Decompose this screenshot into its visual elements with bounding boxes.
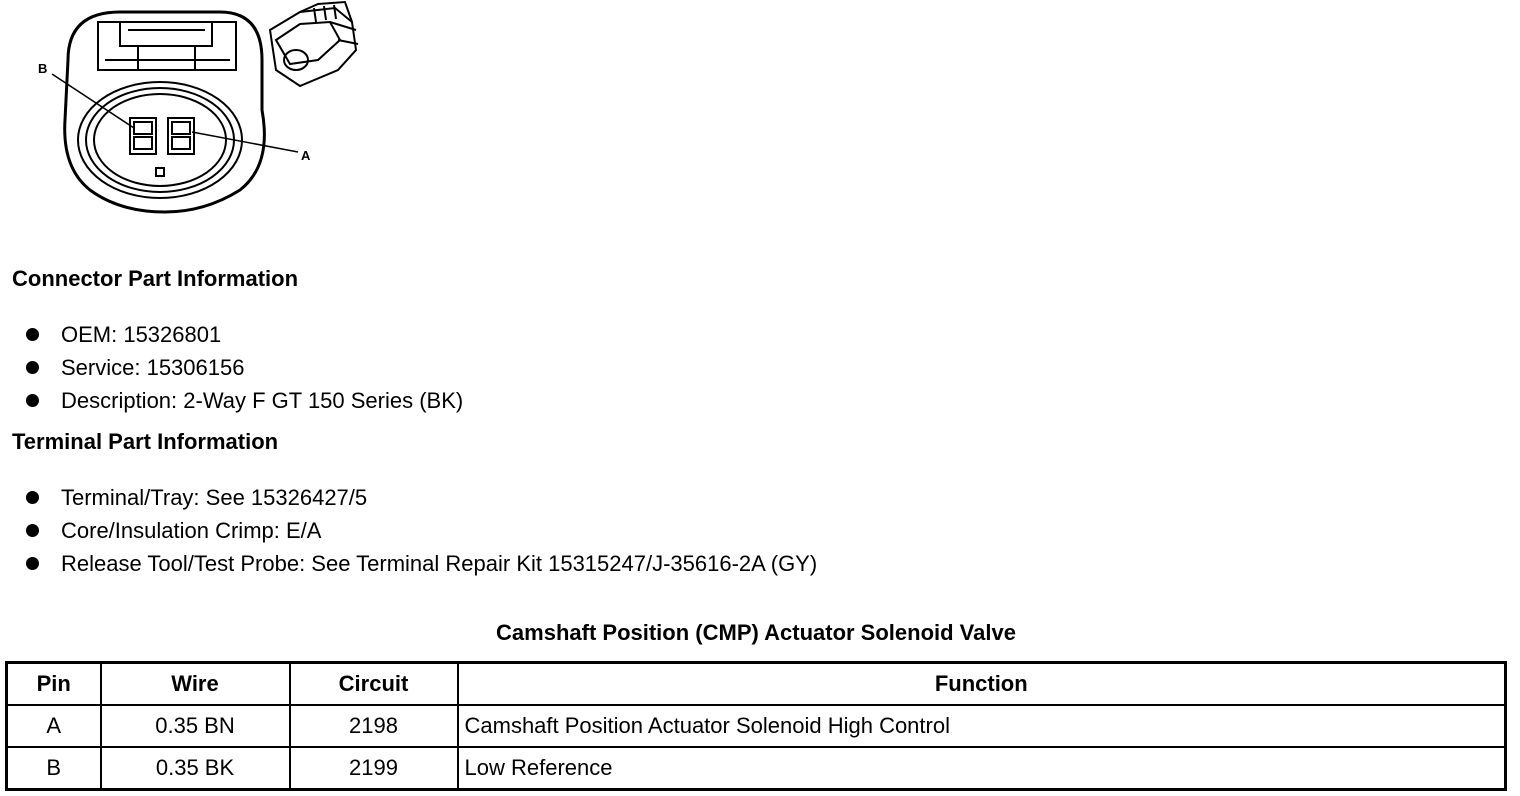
terminal-info-heading: Terminal Part Information	[12, 429, 279, 454]
pinout-table	[5, 661, 1507, 791]
connector-info-list	[26, 318, 463, 417]
bullet-icon	[26, 361, 39, 374]
connector-diagram	[0, 0, 400, 230]
bullet-icon	[26, 328, 39, 341]
list-item	[26, 384, 463, 417]
cell-wire: 0.35 BN	[101, 705, 290, 747]
header-function: Function	[458, 663, 1506, 706]
cell-function: Low Reference	[458, 747, 1506, 790]
pin-a-label: A	[301, 148, 311, 163]
bullet-icon	[26, 524, 39, 537]
header-pin: Pin	[7, 663, 101, 706]
bullet-icon	[26, 557, 39, 570]
list-item	[26, 318, 463, 351]
header-circuit: Circuit	[290, 663, 458, 706]
cell-function: Camshaft Position Actuator Solenoid High Control	[458, 705, 1506, 747]
list-item-text: Service: 15306156	[61, 355, 245, 380]
table-title: Camshaft Position (CMP) Actuator Solenoid Valve	[496, 620, 1016, 645]
list-item	[26, 514, 817, 547]
list-item-text: OEM: 15326801	[61, 322, 222, 347]
list-item	[26, 481, 817, 514]
terminal-info-list	[26, 481, 817, 580]
table-row	[7, 747, 1506, 790]
list-item	[26, 351, 463, 384]
list-item-text: Description: 2-Way F GT 150 Series (BK)	[61, 388, 464, 413]
cell-circuit: 2198	[290, 705, 458, 747]
table-row	[7, 705, 1506, 747]
table-header-row	[7, 663, 1506, 706]
connector-info-heading: Connector Part Information	[12, 266, 299, 291]
header-wire: Wire	[101, 663, 290, 706]
cell-pin: A	[7, 705, 101, 747]
pin-b-label: B	[38, 61, 48, 76]
list-item-text: Terminal/Tray: See 15326427/5	[61, 485, 368, 510]
bullet-icon	[26, 491, 39, 504]
cell-wire: 0.35 BK	[101, 747, 290, 790]
cell-pin: B	[7, 747, 101, 790]
bullet-icon	[26, 394, 39, 407]
list-item	[26, 547, 817, 580]
list-item-text: Core/Insulation Crimp: E/A	[61, 518, 322, 543]
cell-circuit: 2199	[290, 747, 458, 790]
list-item-text: Release Tool/Test Probe: See Terminal Repair Kit 15315247/J-35616-2A (GY)	[61, 551, 818, 576]
